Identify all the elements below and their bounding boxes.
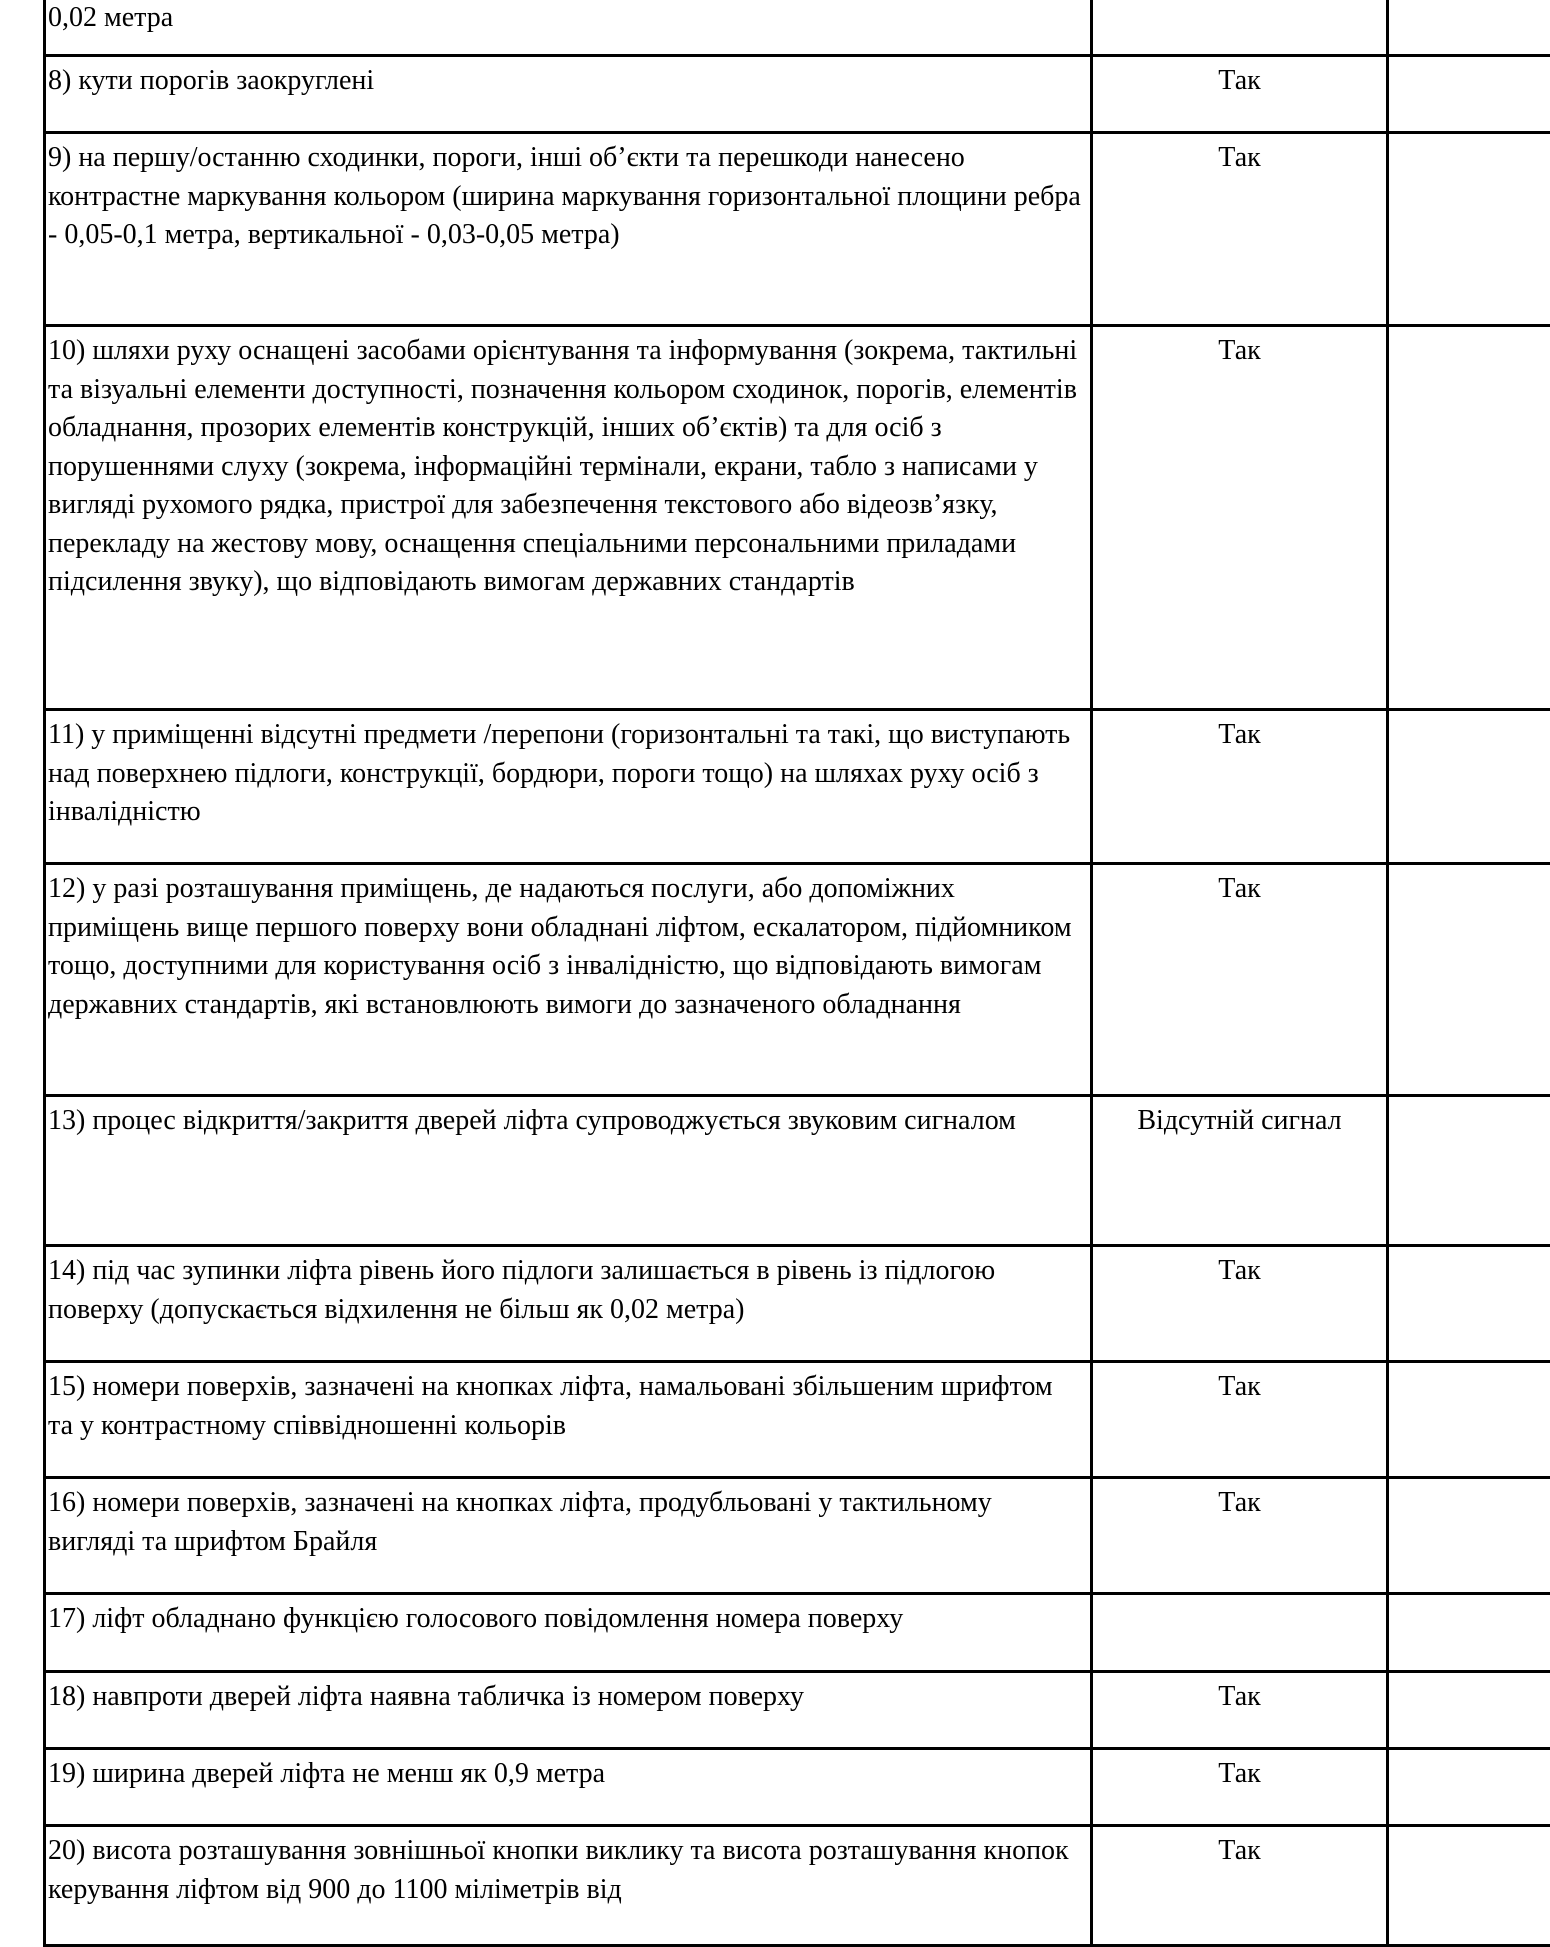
answer-cell: Так — [1092, 1478, 1388, 1594]
table-row — [45, 0, 1550, 56]
criterion-cell: 13) процес відкриття/закриття дверей ліфта супроводжується звуковим сигналом — [45, 1096, 1092, 1246]
notes-cell — [1388, 326, 1550, 710]
table-row — [45, 710, 1550, 864]
criterion-cell: 9) на першу/останню сходинки, пороги, інші об’єкти та перешкоди нанесено контрастне маркування кольором (ширина маркування горизонтальної площини ребра - 0,05-0,1 метра, вертикальної - 0,03-0,05 метра) — [45, 133, 1092, 326]
notes-cell — [1388, 1096, 1550, 1246]
notes-cell — [1388, 0, 1550, 56]
notes-cell — [1388, 1362, 1550, 1478]
answer-cell — [1092, 0, 1388, 56]
notes-cell — [1388, 1672, 1550, 1749]
criterion-cell: 14) під час зупинки ліфта рівень його підлоги залишається в рівень із підлогою поверху (допускається відхилення не більш як 0,02 метра) — [45, 1246, 1092, 1362]
answer-cell — [1092, 1096, 1388, 1246]
answer-cell: Так — [1092, 864, 1388, 1096]
notes-cell — [1388, 133, 1550, 326]
criterion-cell: 10) шляхи руху оснащені засобами орієнтування та інформування (зокрема, тактильні та візуальні елементи доступності, позначення кольором сходинок, порогів, елементів обладнання, прозорих елементів конструкцій, інших об’єктів) та для осіб з порушеннями слуху (зокрема, інформаційні термінали, екрани, табло з написами у вигляді рухомого рядка, пристрої для забезпечення текстового або відеозв’язку, перекладу на жестову мову, оснащення спеціальними персональними приладами підсилення звуку), що відповідають вимогам державних стандартів — [45, 326, 1092, 710]
notes-cell — [1388, 710, 1550, 864]
answer-cell: Так — [1092, 1672, 1388, 1749]
table-row — [45, 133, 1550, 326]
notes-cell — [1388, 1478, 1550, 1594]
table-body — [45, 0, 1550, 1946]
table-row — [45, 326, 1550, 710]
answer-text: Відсутній сигнал — [1097, 1092, 1382, 1150]
answer-cell — [1092, 1594, 1388, 1672]
answer-cell: Так — [1092, 326, 1388, 710]
criterion-cell: 12) у разі розташування приміщень, де надаються послуги, або допоміжних приміщень вище першого поверху вони обладнані ліфтом, ескалатором, підйомником тощо, доступними для користування осіб з інвалідністю, що відповідають вимогам державних стандартів, які встановлюють вимоги до зазначеного обладнання — [45, 864, 1092, 1096]
criterion-cell: 20) висота розташування зовнішньої кнопки виклику та висота розташування кнопок керування ліфтом від 900 до 1100 міліметрів від — [45, 1826, 1092, 1946]
table-row — [45, 1096, 1550, 1246]
notes-cell — [1388, 1749, 1550, 1826]
notes-cell — [1388, 864, 1550, 1096]
table-row — [45, 1478, 1550, 1594]
table-row — [45, 56, 1550, 133]
notes-cell — [1388, 1594, 1550, 1672]
notes-cell — [1388, 1246, 1550, 1362]
table-row — [45, 864, 1550, 1096]
table-row — [45, 1246, 1550, 1362]
criterion-cell: 17) ліфт обладнано функцією голосового повідомлення номера поверху — [45, 1594, 1092, 1672]
notes-cell — [1388, 56, 1550, 133]
criterion-cell: 11) у приміщенні відсутні предмети /перепони (горизонтальні та такі, що виступають над поверхнею підлоги, конструкції, бордюри, пороги тощо) на шляхах руху осіб з інвалідністю — [45, 710, 1092, 864]
criterion-cell: 0,02 метра — [45, 0, 1092, 56]
answer-cell: Так — [1092, 1826, 1388, 1946]
answer-cell: Так — [1092, 1246, 1388, 1362]
criterion-cell: 18) навпроти дверей ліфта наявна табличка із номером поверху — [45, 1672, 1092, 1749]
answer-cell: Так — [1092, 1749, 1388, 1826]
criterion-cell: 16) номери поверхів, зазначені на кнопках ліфта, продубльовані у тактильному вигляді та шрифтом Брайля — [45, 1478, 1092, 1594]
criterion-cell: 19) ширина дверей ліфта не менш як 0,9 метра — [45, 1749, 1092, 1826]
table-row — [45, 1749, 1550, 1826]
notes-cell — [1388, 1826, 1550, 1946]
criterion-cell: 8) кути порогів заокруглені — [45, 56, 1092, 133]
answer-cell: Так — [1092, 133, 1388, 326]
criterion-cell: 15) номери поверхів, зазначені на кнопках ліфта, намальовані збільшеним шрифтом та у контрастному співвідношенні кольорів — [45, 1362, 1092, 1478]
table-row — [45, 1362, 1550, 1478]
answer-cell: Так — [1092, 56, 1388, 133]
table-row — [45, 1594, 1550, 1672]
table-row — [45, 1826, 1550, 1946]
answer-cell: Так — [1092, 710, 1388, 864]
table-row — [45, 1672, 1550, 1749]
answer-cell: Так — [1092, 1362, 1388, 1478]
accessibility-checklist-table — [43, 0, 1550, 1947]
